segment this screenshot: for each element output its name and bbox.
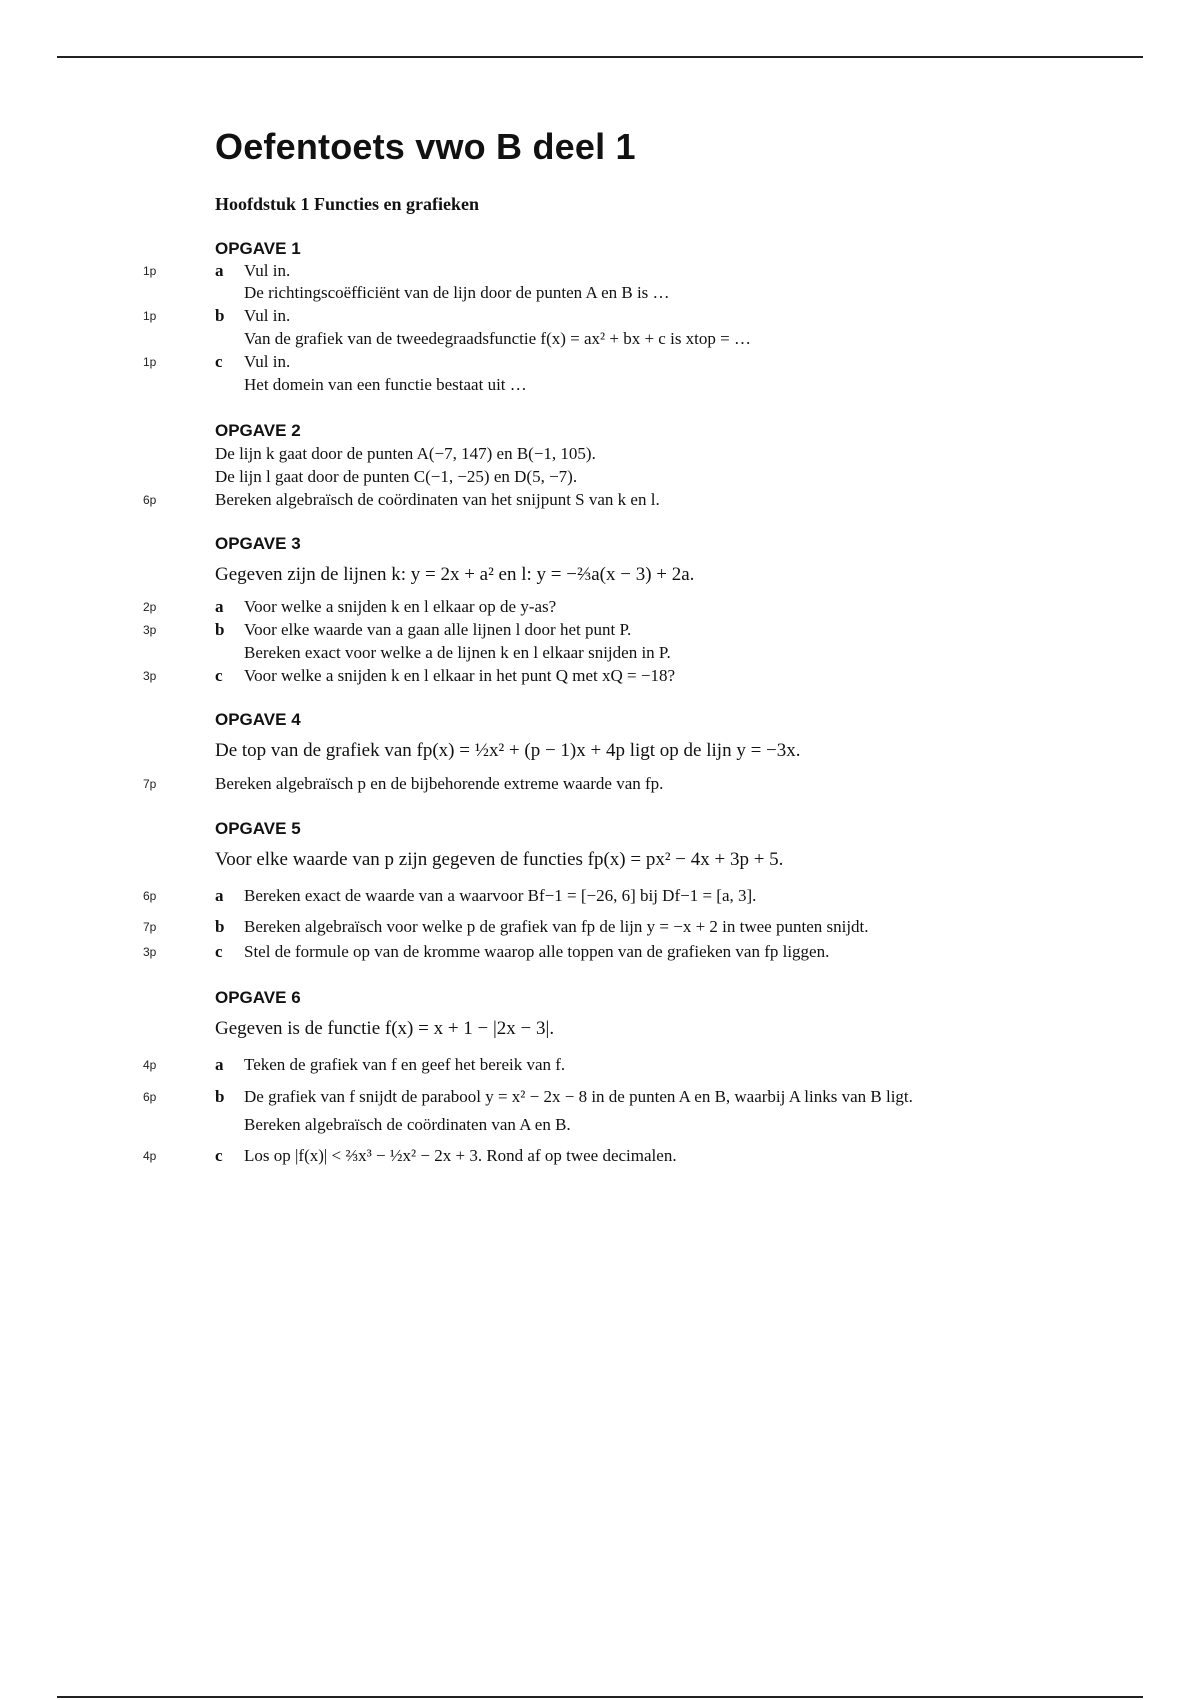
question-label: b bbox=[215, 306, 225, 325]
question-label: a bbox=[215, 597, 224, 616]
points-marker: 6p bbox=[143, 1090, 157, 1104]
points-marker: 2p bbox=[143, 600, 157, 614]
question-label: c bbox=[215, 1146, 223, 1165]
question-text: Bereken algebraïsch p en de bijbehorende extreme waarde van fp. bbox=[215, 774, 664, 793]
question-text: Bereken algebraïsch de coördinaten van A en B. bbox=[244, 1115, 571, 1134]
question-text: Bereken algebraïsch de coördinaten van het snijpunt S van k en l. bbox=[215, 490, 660, 509]
question-label: b bbox=[215, 620, 225, 639]
points-marker: 3p bbox=[143, 669, 157, 683]
question-label: b bbox=[215, 917, 225, 936]
question-text: Vul in. bbox=[244, 306, 291, 325]
points-marker: 7p bbox=[143, 920, 157, 934]
bottom-rule bbox=[57, 1696, 1143, 1698]
points-marker: 1p bbox=[143, 309, 157, 323]
question-label: b bbox=[215, 1087, 225, 1106]
points-marker: 4p bbox=[143, 1149, 157, 1163]
points-marker: 4p bbox=[143, 1058, 157, 1072]
question-text: Voor elke waarde van a gaan alle lijnen l door het punt P. bbox=[244, 620, 632, 639]
opgave-intro: De top van de grafiek van fp(x) = ½x² + (p − 1)x + 4p ligt op de lijn y = −3x. bbox=[215, 740, 801, 761]
question-text: Bereken exact de waarde van a waarvoor Bf−1 = [−26, 6] bij Df−1 = [a, 3]. bbox=[244, 886, 757, 905]
points-marker: 6p bbox=[143, 493, 157, 507]
question-text: Vul in. bbox=[244, 352, 291, 371]
opgave-heading: OPGAVE 4 bbox=[215, 710, 301, 729]
opgave-heading: OPGAVE 5 bbox=[215, 819, 301, 838]
chapter-heading: Hoofdstuk 1 Functies en grafieken bbox=[215, 194, 480, 214]
opgave-heading: OPGAVE 6 bbox=[215, 988, 301, 1007]
question-label: c bbox=[215, 666, 223, 685]
question-text: Los op |f(x)| < ⅔x³ − ½x² − 2x + 3. Rond af op twee decimalen. bbox=[244, 1146, 677, 1165]
points-marker: 7p bbox=[143, 777, 157, 791]
opgave-intro: Voor elke waarde van p zijn gegeven de functies fp(x) = px² − 4x + 3p + 5. bbox=[215, 849, 784, 870]
question-text: De lijn k gaat door de punten A(−7, 147) en B(−1, 105). bbox=[215, 444, 596, 463]
question-text: Voor welke a snijden k en l elkaar op de y-as? bbox=[244, 597, 557, 616]
opgave-heading: OPGAVE 1 bbox=[215, 239, 301, 258]
question-text: De lijn l gaat door de punten C(−1, −25) en D(5, −7). bbox=[215, 467, 578, 486]
question-text: Het domein van een functie bestaat uit … bbox=[244, 375, 527, 394]
points-marker: 1p bbox=[143, 264, 157, 278]
question-text: De grafiek van f snijdt de parabool y = x² − 2x − 8 in de punten A en B, waarbij A links van B ligt. bbox=[244, 1087, 913, 1106]
opgave-intro: Gegeven zijn de lijnen k: y = 2x + a² en l: y = −⅔a(x − 3) + 2a. bbox=[215, 564, 695, 585]
question-text: Vul in. bbox=[244, 261, 291, 280]
question-text: Stel de formule op van de kromme waarop alle toppen van de grafieken van fp liggen. bbox=[244, 942, 830, 961]
question-text: Voor welke a snijden k en l elkaar in het punt Q met xQ = −18? bbox=[244, 666, 676, 685]
question-label: a bbox=[215, 886, 224, 905]
points-marker: 1p bbox=[143, 355, 157, 369]
opgave-intro: Gegeven is de functie f(x) = x + 1 − |2x − 3|. bbox=[215, 1018, 555, 1039]
question-label: c bbox=[215, 942, 223, 961]
question-label: c bbox=[215, 352, 223, 371]
opgave-heading: OPGAVE 2 bbox=[215, 421, 301, 440]
points-marker: 3p bbox=[143, 623, 157, 637]
question-text: De richtingscoëfficiënt van de lijn door de punten A en B is … bbox=[244, 283, 670, 302]
points-marker: 6p bbox=[143, 889, 157, 903]
question-text: Bereken exact voor welke a de lijnen k en l elkaar snijden in P. bbox=[244, 643, 671, 662]
opgave-heading: OPGAVE 3 bbox=[215, 534, 301, 553]
top-rule bbox=[57, 56, 1143, 58]
question-label: a bbox=[215, 1055, 224, 1074]
points-marker: 3p bbox=[143, 945, 157, 959]
question-text: Bereken algebraïsch voor welke p de grafiek van fp de lijn y = −x + 2 in twee punten snijdt. bbox=[244, 917, 869, 936]
page-title: Oefentoets vwo B deel 1 bbox=[215, 126, 636, 167]
question-label: a bbox=[215, 261, 224, 280]
question-text: Teken de grafiek van f en geef het bereik van f. bbox=[244, 1055, 566, 1074]
question-text: Van de grafiek van de tweedegraadsfunctie f(x) = ax² + bx + c is xtop = … bbox=[244, 329, 751, 348]
